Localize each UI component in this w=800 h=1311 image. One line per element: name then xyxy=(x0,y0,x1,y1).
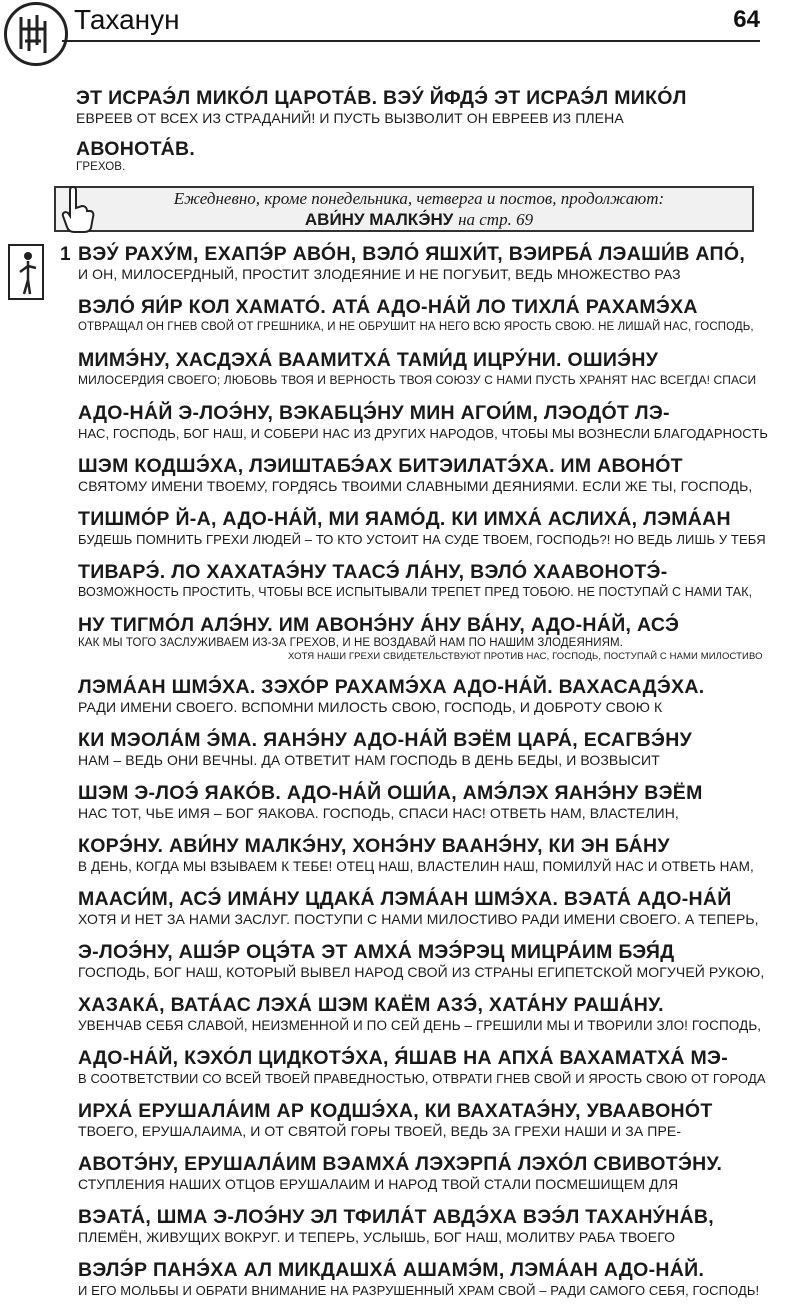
header-divider xyxy=(62,40,760,42)
text-line xyxy=(78,348,768,389)
page-number: 64 xyxy=(733,6,760,33)
instruction-reference xyxy=(94,210,744,230)
page-header xyxy=(0,0,800,70)
logo-glyph xyxy=(7,5,65,63)
text-line xyxy=(78,401,768,442)
transliteration-line: ВЭЛЭ́Р ПАНЭ́ХА АЛ МИКДАШХА́ АШАМЭ́М, ЛЭМА́АН АДО-НА́Й. xyxy=(78,1259,705,1281)
standing-person-icon xyxy=(8,244,44,300)
text-line xyxy=(78,1205,768,1246)
text-line xyxy=(78,940,768,981)
text-line xyxy=(78,242,768,283)
page-reference[interactable]: на стр. 69 xyxy=(458,210,534,229)
translation-line: ВОЗМОЖНОСТЬ ПРОСТИТЬ, ЧТОБЫ ВСЕ ИСПЫТЫВАЛИ ТРЕПЕТ ПРЕД ТОБОЮ. НЕ ПОСТУПАЙ С НАМИ ТАК, xyxy=(78,585,753,599)
transliteration-line: Э-ЛОЭ́НУ, АШЭ́Р ОЦЭ́ТА ЭТ АМХА́ МЭЭ́РЭЦ МИЦРА́ИМ БЭЯ́Д xyxy=(78,941,675,963)
transliteration-line: ЛЭМА́АН ШМЭ́ХА. ЗЭХО́Р РАХАМЭ́ХА АДО-НА́Й. ВАХАСАДЭ́ХА. xyxy=(78,676,705,698)
translation-line: НАС ТОТ, ЧЬЕ ИМЯ – БОГ ЯАКОВА. ГОСПОДЬ, СПАСИ НАС! ОТВЕТЬ НАМ, ВЛАСТЕЛИН, xyxy=(78,805,679,821)
translation-line: БУДЕШЬ ПОМНИТЬ ГРЕХИ ЛЮДЕЙ – ТО КТО УСТОИТ НА СУДЕ ТВОЕМ, ГОСПОДЬ?! НО ВЕДЬ ЛИШЬ У ТЕБЯ xyxy=(78,532,766,547)
text-line xyxy=(78,728,768,769)
transliteration-line: КИ МЭОЛА́М Э́МА. ЯАНЭ́НУ АДО-НА́Й ВЭЁМ ЦАРА́, ЕСАГВЭ́НУ xyxy=(78,729,693,751)
transliteration-line: ЭТ ИСРАЭ́Л МИКО́Л ЦАРОТА́В. ВЭУ́ ЙФДЭ́ ЭТ ИСРАЭ́Л МИКО́Л xyxy=(76,87,687,109)
translation-line: ТВОЕГО, ЕРУШАЛАИМА, И ОТ СВЯТОЙ ГОРЫ ТВОЕЙ, ВЕДЬ ЗА ГРЕХИ НАШИ И ЗА ПРЕ- xyxy=(78,1123,682,1139)
book-logo-icon xyxy=(4,2,68,66)
text-line xyxy=(78,560,768,601)
translation-line: НАМ – ВЕДЬ ОНИ ВЕЧНЫ. ДА ОТВЕТИТ НАМ ГОСПОДЬ В ДЕНЬ БЕДЫ, И ВОЗВЫСИТ xyxy=(78,752,660,768)
transliteration-line: МААСИ́М, АСЭ́ ИМА́НУ ЦДАКА́ ЛЭМА́АН ШМЭ́ХА. ВЭАТА́ АДО-НА́Й xyxy=(78,888,732,910)
translation-line: В СООТВЕТСТВИИ СО ВСЕЙ ТВОЕЙ ПРАВЕДНОСТЬЮ, ОТВРАТИ ГНЕВ СВОЙ И ЯРОСТЬ СВОЮ ОТ ГОРОДА xyxy=(78,1071,766,1086)
text-line xyxy=(78,993,768,1034)
transliteration-line: ВЭАТА́, ШМА Э-ЛОЭ́НУ ЭЛ ТФИЛА́Т АВДЭ́ХА ВЭЭ́Л ТАХАНУ́НА́В, xyxy=(78,1206,715,1228)
prayer-name[interactable]: АВИ́НУ МАЛКЭ́НУ xyxy=(304,210,454,229)
transliteration-line: ТИШМО́Р Й-А, АДО-НА́Й, МИ ЯАМО́Д. КИ ИМХА́ АСЛИХА́, ЛЭМА́АН xyxy=(78,508,731,530)
transliteration-line: АДО-НА́Й Э-ЛОЭ́НУ, ВЭКАБЦЭ́НУ МИН АГОИ́М, ЛЭОДО́Т ЛЭ- xyxy=(78,402,670,424)
prayer-paragraph xyxy=(78,242,768,1311)
translation-line: ГОСПОДЬ, БОГ НАШ, КОТОРЫЙ ВЫВЕЛ НАРОД СВОЙ ИЗ СТРАНЫ ЕГИПЕТСКОЙ МОГУЧЕЙ РУКОЮ, xyxy=(78,964,765,980)
translation-line: НАС, ГОСПОДЬ, БОГ НАШ, И СОБЕРИ НАС ИЗ ДРУГИХ НАРОДОВ, ЧТОБЫ МЫ ВОЗНЕСЛИ БЛАГОДАРНОСТЬ xyxy=(78,426,769,441)
transliteration-line: ВЭЛО́ ЯИ́Р КОЛ ХАМАТО́. АТА́ АДО-НА́Й ЛО ТИХЛА́ РАХАМЭ́ХА xyxy=(78,296,698,318)
text-line xyxy=(78,613,768,663)
paragraph-number: 1 xyxy=(60,244,71,265)
translation-line: ХОТЯ НАШИ ГРЕХИ СВИДЕТЕЛЬСТВУЮТ ПРОТИВ НАС, ГОСПОДЬ, ПОСТУПАЙ С НАМИ МИЛОСТИВО xyxy=(288,651,763,662)
translation-line: РАДИ ИМЕНИ СВОЕГО. ВСПОМНИ МИЛОСТЬ СВОЮ, ГОСПОДЬ, И ДОБРОТУ СВОЮ К xyxy=(78,699,663,715)
translation-line: МИЛОСЕРДИЯ СВОЕГО; ЛЮБОВЬ ТВОЯ И ВЕРНОСТЬ ТВОЯ СОЮЗУ С НАМИ ПУСТЬ ХРАНЯТ НАС ВСЕГДА! СПАСИ xyxy=(78,373,757,387)
transliteration-line: ХАЗАКА́, ВАТА́АС ЛЭХА́ ШЭМ КАЁМ АЗЭ́, ХАТА́НУ РАША́НУ. xyxy=(78,994,664,1016)
text-line xyxy=(76,137,766,174)
translation-line: В ДЕНЬ, КОГДА МЫ ВЗЫВАЕМ К ТЕБЕ! ОТЕЦ НАШ, ВЛАСТЕЛИН НАШ, ПОМИЛУЙ НАС И ОТВЕТЬ НАМ, xyxy=(78,859,754,874)
transliteration-line: ИРХА́ ЕРУШАЛА́ИМ АР КОДШЭ́ХА, КИ ВАХАТАЭ́НУ, УВААВОНО́Т xyxy=(78,1100,713,1122)
translation-line: ГРЕХОВ. xyxy=(76,161,126,173)
translation-line: И ОН, МИЛОСЕРДНЫЙ, ПРОСТИТ ЗЛОДЕЯНИЕ И НЕ ПОГУБИТ, ВЕДЬ МНОЖЕСТВО РАЗ xyxy=(78,266,681,282)
transliteration-line: ШЭМ Э-ЛОЭ́ ЯАКО́В. АДО-НА́Й ОШИ́А, АМЭ́ЛЭХ ЯАНЭ́НУ ВЭЁМ xyxy=(78,782,703,804)
transliteration-line: НУ ТИГМО́Л АЛЭ́НУ. ИМ АВОНЭ́НУ А́НУ ВА́НУ, АДО-НА́Й, АСЭ́ xyxy=(78,614,680,636)
translation-line: ЕВРЕЕВ ОТ ВСЕХ ИЗ СТРАДАНИЙ! И ПУСТЬ ВЫЗВОЛИТ ОН ЕВРЕЕВ ИЗ ПЛЕНА xyxy=(76,110,624,126)
pointing-hand-icon xyxy=(56,184,96,234)
text-line xyxy=(78,675,768,716)
text-line xyxy=(78,1258,768,1299)
transliteration-line: АДО-НА́Й, КЭХО́Л ЦИДКОТЭ́ХА, Я́ШАВ НА АПХА́ ВАХАМАТХА́ МЭ- xyxy=(78,1047,728,1069)
translation-line: И ЕГО МОЛЬБЫ И ОБРАТИ ВНИМАНИЕ НА РАЗРУШЕННЫЙ ХРАМ СВОЙ – РАДИ САМОГО СЕБЯ, ГОСПОДЬ! xyxy=(78,1283,760,1298)
page-title: Таханун xyxy=(74,4,180,35)
translation-line: ОТВРАЩАЛ ОН ГНЕВ СВОЙ ОТ ГРЕШНИКА, И НЕ ОБРУШИТ НА НЕГО ВСЮ ЯРОСТЬ СВОЮ. НЕ ЛИШАЙ НАС, ГОСПОДЬ, xyxy=(78,321,754,333)
transliteration-line: КОРЭ́НУ. АВИ́НУ МАЛКЭ́НУ, ХОНЭ́НУ ВААНЭ́НУ, КИ ЭН БА́НУ xyxy=(78,835,670,857)
instruction-text: Ежедневно, кроме понедельника, четверга и постов, продолжают: xyxy=(173,189,665,208)
text-line xyxy=(78,834,768,875)
transliteration-line: АВОТЭ́НУ, ЕРУШАЛА́ИМ ВЭАМХА́ ЛЭХЭРПА́ ЛЭХО́Л СВИВОТЭ́НУ. xyxy=(78,1153,723,1175)
translation-line: УВЕНЧАВ СЕБЯ СЛАВОЙ, НЕИЗМЕННОЙ И ПО СЕЙ ДЕНЬ – ГРЕШИЛИ МЫ И ТВОРИЛИ ЗЛО! ГОСПОДЬ, xyxy=(78,1018,762,1033)
text-line xyxy=(76,86,766,127)
transliteration-line: МИМЭ́НУ, ХАСДЭХА́ ВААМИТХА́ ТАМИ́Д ИЦРУ́НИ. ОШИЭ́НУ xyxy=(78,349,659,371)
text-line xyxy=(78,1046,768,1087)
transliteration-line: ШЭМ КОДШЭ́ХА, ЛЭИШТАБЭ́АХ БИТЭИЛАТЭ́ХА. ИМ АВОНО́Т xyxy=(78,455,683,477)
text-line xyxy=(78,781,768,822)
translation-line: СТУПЛЕНИЯ НАШИХ ОТЦОВ ЕРУШАЛАИМ И НАРОД ТВОЙ СТАЛИ ПОСМЕШИЩЕМ ДЛЯ xyxy=(78,1176,679,1192)
text-line xyxy=(78,1099,768,1140)
text-line xyxy=(78,507,768,548)
instruction-box xyxy=(54,186,754,232)
text-line xyxy=(78,454,768,495)
text-line xyxy=(78,887,768,928)
transliteration-line: ТИВАРЭ́. ЛО ХАХАТАЭ́НУ ТААСЭ́ ЛА́НУ, ВЭЛО́ ХААВОНОТЭ́- xyxy=(78,561,668,583)
intro-block xyxy=(76,86,766,174)
text-line xyxy=(78,295,768,336)
translation-line: КАК МЫ ТОГО ЗАСЛУЖИВАЕМ ИЗ-ЗА ГРЕХОВ, И НЕ ВОЗДАВАЙ НАМ ПО НАШИМ ЗЛОДЕЯНИЯМ. xyxy=(78,637,624,649)
translation-line: СВЯТОМУ ИМЕНИ ТВОЕМУ, ГОРДЯСЬ ТВОИМИ СЛАВНЫМИ ДЕЯНИЯМИ. ЕСЛИ ЖЕ ТЫ, ГОСПОДЬ, xyxy=(78,478,753,494)
text-line xyxy=(78,1152,768,1193)
transliteration-line: АВОНОТА́В. xyxy=(76,138,196,160)
translation-line: ХОТЯ И НЕТ ЗА НАМИ ЗАСЛУГ. ПОСТУПИ С НАМИ МИЛОСТИВО РАДИ ИМЕНИ СВОЕГО. А ТЕПЕРЬ, xyxy=(78,911,759,927)
transliteration-line: ВЭУ́ РАХУ́М, ЕХАПЭ́Р АВО́Н, ВЭЛО́ ЯШХИ́Т, ВЭИРБА́ ЛЭАШИ́В АПО́, xyxy=(78,243,746,265)
translation-line: ПЛЕМЁН, ЖИВУЩИХ ВОКРУГ. И ТЕПЕРЬ, УСЛЫШЬ, БОГ НАШ, МОЛИТВУ РАБА ТВОЕГО xyxy=(78,1229,676,1245)
